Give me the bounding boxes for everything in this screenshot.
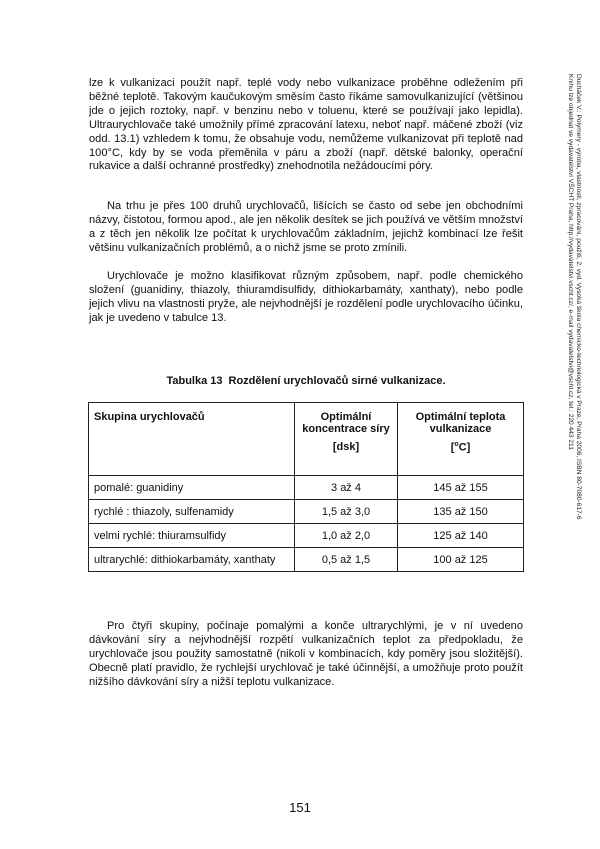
- row-temp: 125 až 140: [398, 524, 524, 548]
- page-number: 151: [289, 800, 311, 815]
- header-temp-label: Optimální teplota vulkanizace: [415, 411, 506, 435]
- paragraph-2: Na trhu je přes 100 druhů urychlovačů, lišících se často od sebe jen obchodními názvy, čistotou, formou apod., ale jen několik desítek se jich používá ve větším množství a z těch jen několik lze počítat k urychlovačům základním, jejichž kombinací lze řešit většinu vulkanizačních problémů, a o nichž jsme se proto zmínili.: [89, 200, 523, 254]
- header-sulfur-unit: [dsk]: [332, 441, 360, 453]
- row-temp: 135 až 150: [398, 500, 524, 524]
- table-row: [89, 476, 524, 500]
- table-caption-label: Tabulka 13: [166, 375, 223, 387]
- header-group: Skupina urychlovačů: [89, 403, 295, 476]
- row-group: pomalé: guanidiny: [89, 476, 295, 500]
- accelerator-table: [88, 402, 524, 572]
- table-row: [89, 524, 524, 548]
- row-group: velmi rychlé: thiuramsulfidy: [89, 524, 295, 548]
- row-sulfur: 1,0 až 2,0: [295, 524, 398, 548]
- row-sulfur: 0,5 až 1,5: [295, 548, 398, 572]
- header-temp-unit: [398, 441, 523, 454]
- table-row: [89, 548, 524, 572]
- paragraph-3: Urychlovače je možno klasifikovat různým způsobem, např. podle chemického složení (guanidiny, thiazoly, thiuramdisulfidy, dithiokarbamáty, xanthaty), nebo podle jejich vlivu na vlastnosti pryže, ale nejvhodnější je rozdělení podle urychlovacího účinku, jak je uvedeno v tabulce 13.: [89, 270, 523, 324]
- row-sulfur: 3 až 4: [295, 476, 398, 500]
- row-group: rychlé : thiazoly, sulfenamidy: [89, 500, 295, 524]
- table-caption: [89, 375, 523, 387]
- temp-unit-open: [: [450, 441, 455, 454]
- paragraph-1: lze k vulkanizaci použít např. teplé vody nebo vulkanizace proběhne odležením při běžné teplotě. Takovým kaučukovým směsím často říkáme samovulkanizující (většinou jde o jejich roztoky, např. v benzinu nebo v toluenu, které se používají jako lepidla). Ultraurychlovače také umožnily přímé zpracování latexu, neboť např. máčené zboží (viz odd. 13.1) vzhledem k tomu, že obsahuje vodu, nemůžeme vulkanizovat při teplotě nad 100°C, kdy by se voda přeměnila v páru a zboží (např. dětské balonky, operační rukavice a další ochranné prostředky) znehodnotila nežádoucími póry.: [89, 77, 523, 173]
- row-temp: 100 až 125: [398, 548, 524, 572]
- row-temp: 145 až 155: [398, 476, 524, 500]
- table-header-row: [89, 403, 524, 476]
- side-citation-note: [566, 74, 582, 604]
- table-row: [89, 500, 524, 524]
- temp-unit-rest: C]: [458, 441, 471, 454]
- temp-unit-degree: o: [454, 441, 459, 448]
- header-temp: [398, 403, 524, 476]
- paragraph-4: Pro čtyři skupiny, počínaje pomalými a konče ultrarychlými, je v ní uvedeno dávkování síry a nejvhodnější rozpětí vulkanizačních teplot za předpokladu, že urychlovače jsou použity samostatně (nikoli v kombinacích, kdy poměry jsou složitější). Obecně platí pravidlo, že rychlejší urychlovač je také účinnější, a umožňuje proto použít nižšího dávkování síry a nižší teplotu vulkanizace.: [89, 620, 523, 688]
- side-note-line-1: Ducháček V.: Polymery - výroba, vlastnosti, zpracování, použití, 2. vyd. Vysoká škola chemicko-technologická v Praze, Praha 2006, ISBN 80-7080-617-6: [575, 74, 582, 520]
- header-sulfur: [295, 403, 398, 476]
- side-note-line-2: Knihu lze objednat ve vydavatelství VŠCHT Praha, http://vydavatelstvi.vscht.cz/, e-mail vydavatelstvi@vscht.cz, tel.: 220 443 211: [566, 74, 574, 450]
- row-group: ultrarychlé: dithiokarbamáty, xanthaty: [89, 548, 295, 572]
- row-sulfur: 1,5 až 3,0: [295, 500, 398, 524]
- table-caption-text: Rozdělení urychlovačů sirné vulkanizace.: [228, 375, 446, 387]
- header-sulfur-label: Optimální koncentrace síry: [302, 411, 390, 435]
